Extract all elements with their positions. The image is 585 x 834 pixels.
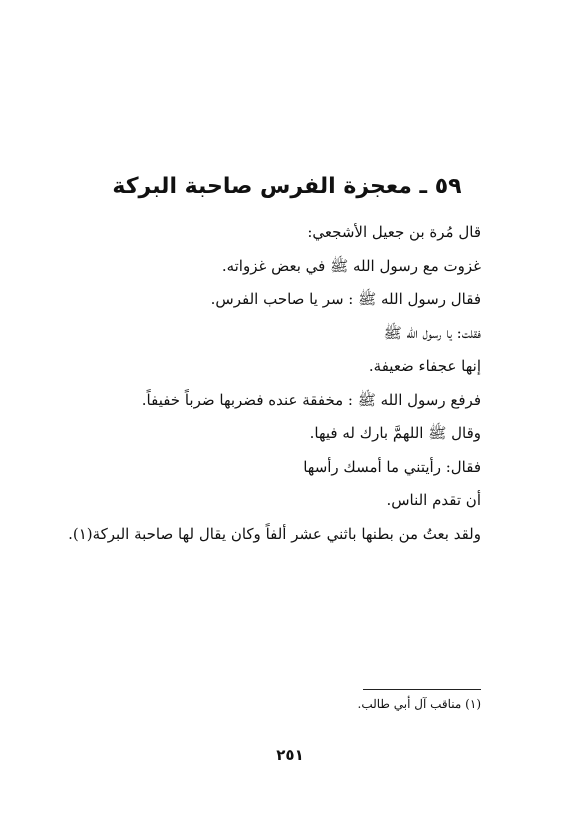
text-line: وقال ﷺ اللهمَّ بارك له فيها. — [309, 424, 481, 442]
page-number: ٢٥١ — [276, 746, 304, 764]
text-line: فرفع رسول الله ﷺ : مخفقة عنده فضربها ضرباً خفيفاً. — [141, 390, 481, 409]
footnote-divider — [363, 689, 481, 690]
text-line: ولقد بعتُ من بطنها باثني عشر ألفاً وكان يقال لها صاحبة البركة(١). — [68, 524, 481, 543]
text-line: أن تقدم الناس. — [386, 491, 481, 509]
body-text — [68, 216, 481, 551]
text-line: إنها عجفاء ضعيفة. — [368, 357, 481, 375]
text-line: قال مُرة بن جعيل الأشجعي: — [307, 223, 481, 241]
chapter-heading: ٥٩ ـ معجزة الفرس صاحبة البركة — [112, 174, 462, 199]
text-line: غزوت مع رسول الله ﷺ في بعض غزواته. — [221, 256, 481, 275]
text-line: فقال رسول الله ﷺ : سر يا صاحب الفرس. — [210, 290, 481, 308]
text-line: فقال: رأيتني ما أمسك رأسها — [303, 457, 481, 476]
text-line: فقلت: يا رسول الله ﷺ — [383, 323, 481, 342]
footnote: (١) مناقب آل أبي طالب. — [357, 697, 481, 711]
